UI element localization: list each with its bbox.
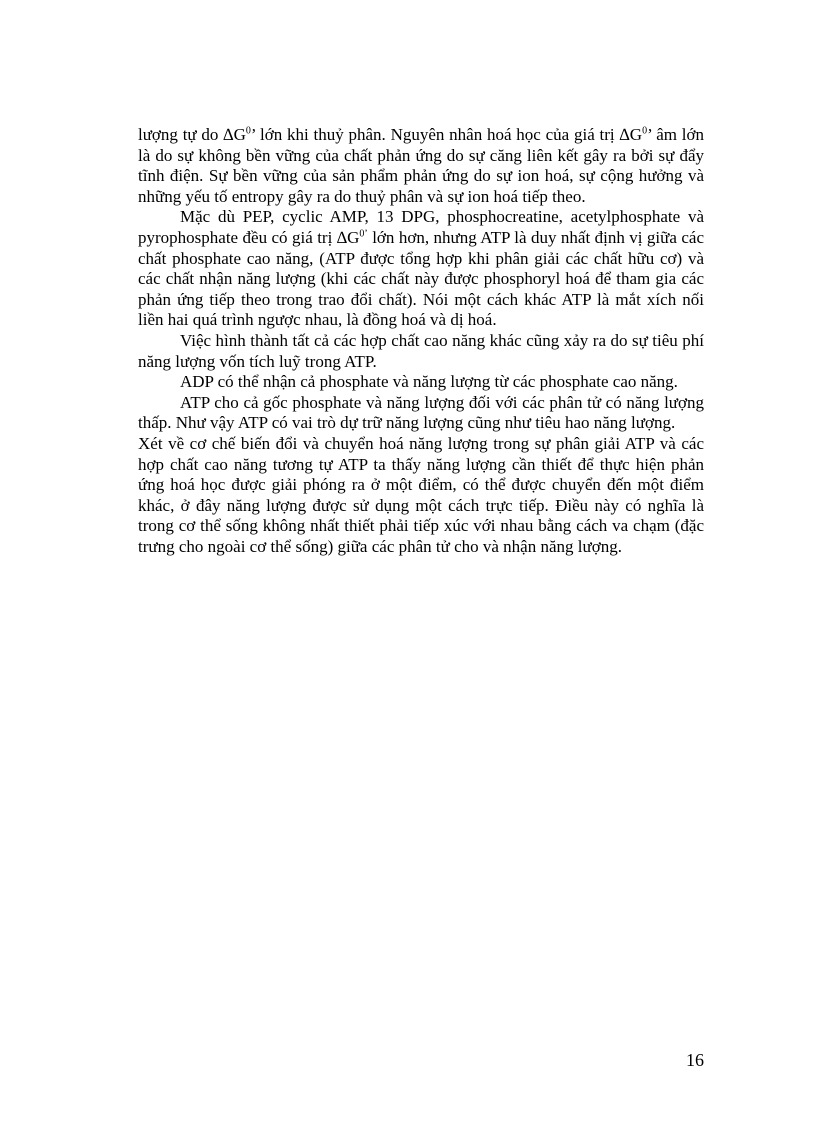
document-body <box>138 125 704 557</box>
page-number: 16 <box>686 1050 704 1070</box>
text-segment: ’ âm lớn là do sự không bền vững của chất phản ứng do sự căng liên kết gây ra bởi sự đẩy tĩnh điện. Sự bền vững của sản phẩm phản ứng do sự ion hoá, sự cộng hưởng và những yếu tố entropy gây ra do thuỷ phân và sự ion hoá tiếp theo. <box>138 125 704 206</box>
text-segment: lớn hơn, nhưng ATP là duy nhất định vị giữa các chất phosphate cao năng, (ATP được tổng hợp khi phân giải các chất hữu cơ) và các chất nhận năng lượng (khi các chất này được phosphoryl hoá để tham gia các phản ứng tiếp theo trong trao đổi chất). Nói một cách khác ATP là mắt xích nối liền hai quá trình ngược nhau, là đồng hoá và dị hoá. <box>138 227 704 330</box>
superscript: 0 <box>642 125 648 137</box>
text-segment: Việc hình thành tất cả các hợp chất cao năng khác cũng xảy ra do sự tiêu phí năng lượng vốn tích luỹ trong ATP. <box>138 330 704 371</box>
paragraph-high-energy-compounds <box>138 331 704 372</box>
text-segment: Mặc dù PEP, cyclic AMP, 13 DPG, phosphocreatine, acetylphosphate và pyrophosphate đều có giá trị ∆G <box>138 207 704 247</box>
paragraph-free-energy <box>138 125 704 207</box>
paragraph-atp-position <box>138 207 704 331</box>
text-segment: lượng tự do ∆G <box>138 125 246 144</box>
paragraph-energy-transfer <box>138 434 704 558</box>
superscript: 0 <box>245 125 251 137</box>
text-segment: ATP cho cả gốc phosphate và năng lượng đối với các phân tử có năng lượng thấp. Như vậy ATP có vai trò dự trữ năng lượng cũng như tiêu hao năng lượng. <box>138 392 704 433</box>
text-segment: ’ lớn khi thuỷ phân. Nguyên nhân hoá học của giá trị ∆G <box>250 125 643 144</box>
paragraph-adp <box>138 372 704 393</box>
superscript: 0’ <box>359 228 368 240</box>
text-segment: Xét về cơ chế biến đổi và chuyển hoá năng lượng trong sự phân giải ATP và các hợp chất cao năng tương tự ATP ta thấy năng lượng cần thiết để thực hiện phản ứng hoá học được giải phóng ra ở một điểm, có thể được chuyển đến một điểm khác, ở đây năng lượng được sử dụng một cách trực tiếp. Điều này có nghĩa là trong cơ thể sống không nhất thiết phải tiếp xúc với nhau bằng cách va chạm (đặc trưng cho ngoài cơ thể sống) giữa các phân tử cho và nhận năng lượng. <box>138 433 704 556</box>
paragraph-atp-role <box>138 393 704 434</box>
text-segment: ADP có thể nhận cả phosphate và năng lượng từ các phosphate cao năng. <box>180 372 678 392</box>
